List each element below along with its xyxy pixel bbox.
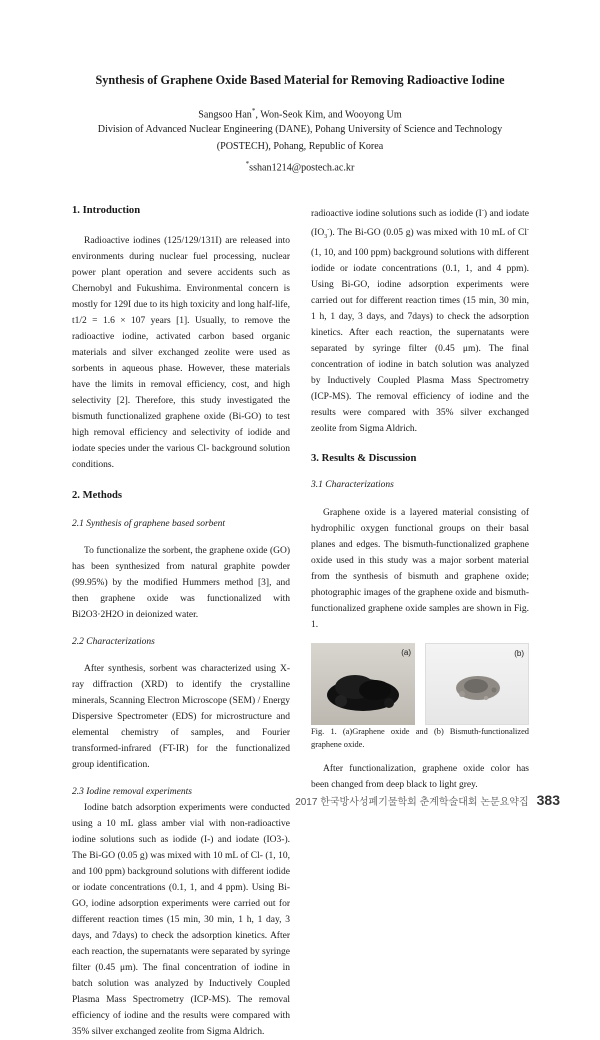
email-mark: * bbox=[245, 160, 250, 168]
graphene-oxide-pile-image bbox=[311, 643, 415, 725]
results-3-1-paragraph: Graphene oxide is a layered material consisting of hydrophilic oxygen functional groups on their basal planes and edges. The bismuth-functionalized graphene oxide used in this study was a major sorbent material from the synthesis of bismuth and graphene oxide; photographic images of the graphene oxide and bismuth-functionalized graphene oxide samples are shown in Fig. 1. bbox=[311, 508, 529, 631]
results-heading: 3. Results & Discussion bbox=[311, 453, 417, 465]
methods-2-1-heading: 2.1 Synthesis of graphene based sorbent bbox=[72, 519, 226, 529]
figure-1 bbox=[311, 643, 529, 725]
email: sshan1214@postech.ac.kr bbox=[249, 162, 355, 174]
conference-name: 2017 한국방사성폐기물학회 춘계학술대회 논문요약집 bbox=[295, 797, 529, 808]
results-3-1-heading: 3.1 Characterizations bbox=[311, 480, 394, 491]
methods-2-2-heading: 2.2 Characterizations bbox=[72, 637, 155, 647]
paper-title: Synthesis of Graphene Oxide Based Material for Removing Radioactive Iodine bbox=[95, 73, 505, 87]
methods-2-1-paragraph: To functionalize the sorbent, the graphene oxide (GO) has been synthesized from natural graphite powder (99.95%) by the modified Hummers method [3], and then graphene oxide was functionalized with Bi2O3·2H2O in deionized water. bbox=[72, 546, 290, 620]
methods-2-3-continued: radioactive iodine solutions such as iodide (I-) and iodate $(IO_3^-)$. The Bi-GO (0.05 g) was mixed with 10 mL of Cl- (1, 10, and 100 ppm) background solutions with different iodide or iodate concentrations (0.1, 1, and 4 ppm). Using Bi-GO, iodine adsorption experiments were carried out for different reaction times (15 min, 30 min, 1 h, 1 day, 3 days, and 7days) to check the adsorption kinetics. After each reaction, the supernatants were separated by syringe filter (0.45 μm). The final concentration of iodine in batch solution was analyzed by Inductively Coupled Plasma Mass Spectrometry (ICP-MS). The removal efficiency of iodine and the results were compared with 35% silver exchanged zeolite from Sigma Aldrich. bbox=[311, 208, 529, 435]
affiliation-line1: Division of Advanced Nuclear Engineering (DANE), Pohang University of Science and Technology bbox=[97, 124, 503, 135]
first-author: Sangsoo Han bbox=[198, 109, 252, 121]
intro-heading: 1. Introduction bbox=[72, 205, 141, 216]
figure-label-a: (a) bbox=[401, 648, 411, 658]
other-authors: , Won-Seok Kim, and Wooyong Um bbox=[255, 109, 402, 121]
results-3-1-paragraph-2: After functionalization, graphene oxide color has been changed from deep black to light grey. bbox=[311, 764, 529, 791]
methods-2-2-paragraph: After synthesis, sorbent was characterized using X-ray diffraction (XRD) to identify the crystalline minerals, Scanning Electron Microscope (SEM) / Energy Dispersive Spectrometer (EDS) for microstructure and elemental chemistry of samples, and Fourier transformed-infrared (FT-IR) for the functionalized group identification. bbox=[72, 664, 290, 770]
page-footer bbox=[295, 792, 560, 808]
methods-heading: 2. Methods bbox=[72, 490, 123, 501]
author-line bbox=[40, 107, 560, 120]
bi-go-pile-image bbox=[426, 644, 528, 724]
figure-caption: Fig. 1. (a)Graphene oxide and (b) Bismuth-functionalized graphene oxide. bbox=[311, 727, 529, 750]
intro-paragraph: Radioactive iodines (125/129/131I) are released into environments during nuclear fuel processing, nuclear power plant operation and severe accidents such as Chernobyl and Fukushima. Environmental concern is mostly for 129I due to its high toxicity and long half-life, t1/2 = 1.6 × 107 years [1]. Usually, to remove the radioactive iodine, activated carbon based organic materials and silver exchanged zeolite were used as sorbents in aqueous phase. However, these materials have the limits in removal efficiency, cost, and high selectivity [2]. Therefore, this study investigated the bismuth functionalized graphene oxide (Bi-GO) to test high removal efficiency and selectivity of iodide and iodate species under the various Cl- background solution conditions. bbox=[72, 236, 290, 470]
right-column bbox=[311, 203, 529, 793]
methods-2-3-paragraph: Iodine batch adsorption experiments were conducted using a 10 mL glass amber vial with non-radioactive iodine solutions such as iodide (I-) and iodate (IO3-). The Bi-GO (0.05 g) was mixed with 10 mL of Cl- (1, 10, and 100 ppm) background solutions with different iodide or iodate concentrations (0.1, 1, and 4 ppm). Using Bi-GO, iodine adsorption experiments were carried out for different reaction times (15 min, 30 min, 1 h, 1 day, 3 days, and 7days) to check the adsorption kinetics. After each reaction, the supernatants were separated by syringe filter (0.45 μm). The final concentration of iodine in batch solution was analyzed by Inductively Coupled Plasma Mass Spectrometry (ICP-MS). The removal efficiency of iodine and the results were compared with 35% silver exchanged zeolite from Sigma Aldrich. bbox=[72, 803, 290, 1037]
affiliation-line2: (POSTECH), Pohang, Republic of Korea bbox=[216, 141, 384, 152]
page-number: 383 bbox=[536, 792, 560, 808]
photo-graphene-oxide bbox=[311, 643, 415, 725]
methods-2-3-heading: 2.3 Iodine removal experiments bbox=[72, 787, 192, 797]
email-line bbox=[40, 160, 560, 173]
figure-label-b: (b) bbox=[514, 649, 524, 659]
left-column bbox=[72, 203, 290, 1037]
photo-bi-go bbox=[425, 643, 529, 725]
first-author-mark: * bbox=[251, 107, 256, 115]
